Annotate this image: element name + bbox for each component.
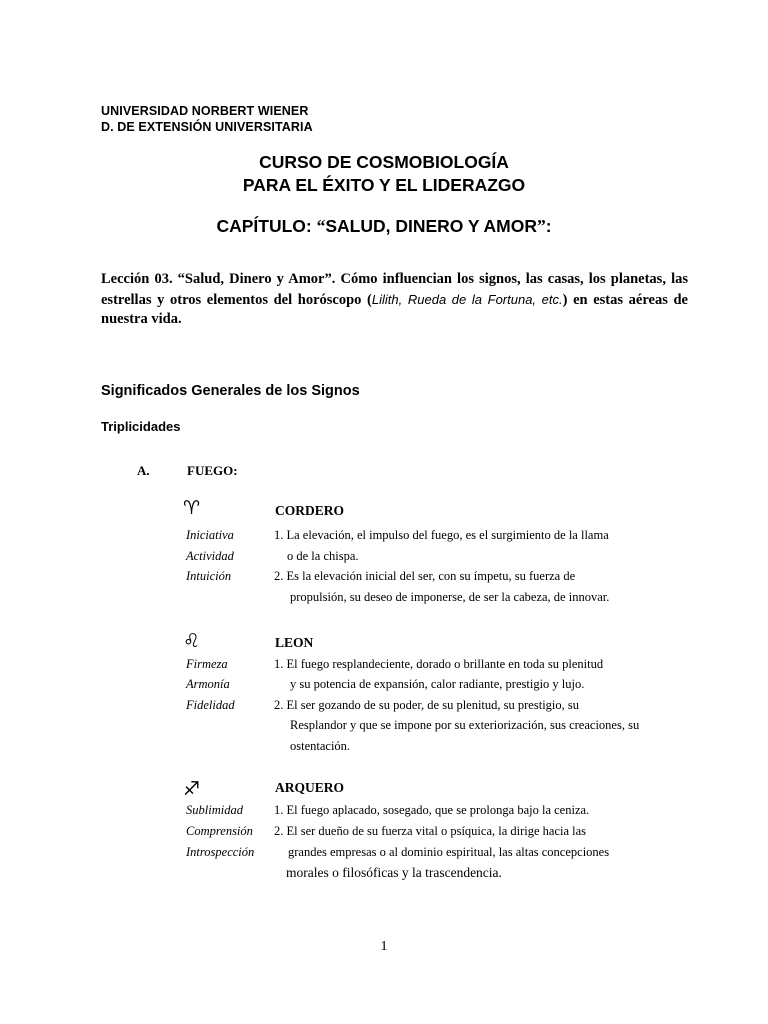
sign-description-line: morales o filosóficas y la trascendencia. [286, 865, 502, 880]
sign-description-line: 2. Es la elevación inicial del ser, con su ímpetu, su fuerza de [274, 569, 576, 583]
sign-description-line: propulsión, su deseo de imponerse, de ser la cabeza, de innovar. [290, 590, 610, 604]
chapter-heading [0, 216, 768, 237]
institution-name: UNIVERSIDAD NORBERT WIENER [101, 104, 309, 118]
sign-description-line: 1. El fuego resplandeciente, dorado o brillante en toda su plenitud [274, 657, 604, 671]
group-name: FUEGO: [187, 463, 238, 478]
chapter-name: SALUD, DINERO Y AMOR [325, 216, 537, 236]
sign-description-line: Resplandor y que se impone por su exteriorización, sus creaciones, su [290, 718, 640, 732]
chapter-label: CAPÍTULO: [216, 216, 317, 236]
sign-keyword: Intuición [186, 569, 232, 583]
course-title-line1: CURSO DE COSMOBIOLOGÍA [259, 152, 509, 172]
sign-keyword: Iniciativa [186, 528, 234, 542]
lesson-paragraph [101, 270, 688, 330]
sign-description-line: grandes empresas o al dominio espiritual, las altas concepciones [288, 845, 610, 859]
sign-name: CORDERO [275, 503, 345, 518]
aries-icon: ♈︎ [183, 497, 201, 519]
leo-icon: ♌︎ [183, 630, 201, 652]
lesson-text-part2: ) en estas aéreas de nuestra vida. [101, 291, 688, 327]
department-name: D. DE EXTENSIÓN UNIVERSITARIA [101, 120, 313, 134]
sign-name: LEON [275, 635, 314, 650]
group-letter: A. [137, 463, 150, 478]
sign-keyword: Introspección [186, 845, 255, 859]
chapter-open-quote: “ [316, 216, 326, 236]
sign-description-line: 1. La elevación, el impulso del fuego, es el surgimiento de la llama [274, 528, 609, 542]
sign-keyword: Comprensión [186, 824, 253, 838]
sign-keyword: Sublimidad [186, 803, 243, 817]
sign-keyword: Firmeza [186, 657, 228, 671]
section-heading: Significados Generales de los Signos [101, 383, 360, 399]
course-title-line2: PARA EL ÉXITO Y EL LIDERAZGO [242, 175, 526, 195]
sagittarius-icon: ♐︎ [183, 778, 201, 800]
lesson-text-part1: Lección 03. “Salud, Dinero y Amor”. Cómo influencian los signos, las casas, los planetas, las estrellas y otros elementos del horóscopo ( [101, 271, 688, 308]
sign-description-line: 1. El fuego aplacado, sosegado, que se prolonga bajo la ceniza. [274, 803, 590, 817]
section-subheading: Triplicidades [101, 419, 181, 434]
sign-keyword: Armonía [186, 677, 230, 691]
lesson-italic-examples: Lilith, Rueda de la Fortuna, etc. [371, 291, 563, 307]
sign-name: ARQUERO [275, 780, 345, 795]
sign-description-line: y su potencia de expansión, calor radiante, prestigio y lujo. [290, 677, 585, 691]
page-number: 1 [380, 939, 388, 954]
chapter-colon: : [545, 216, 552, 236]
sign-description-line: 2. El ser dueño de su fuerza vital o psíquica, la dirige hacia las [274, 824, 587, 838]
sign-description-line: o de la chispa. [287, 549, 359, 563]
sign-description-line: 2. El ser gozando de su poder, de su plenitud, su prestigio, su [274, 698, 580, 712]
sign-keyword: Actividad [186, 549, 234, 563]
sign-keyword: Fidelidad [186, 698, 235, 712]
sign-description-line: ostentación. [290, 739, 351, 753]
chapter-close-quote: ” [536, 216, 546, 236]
